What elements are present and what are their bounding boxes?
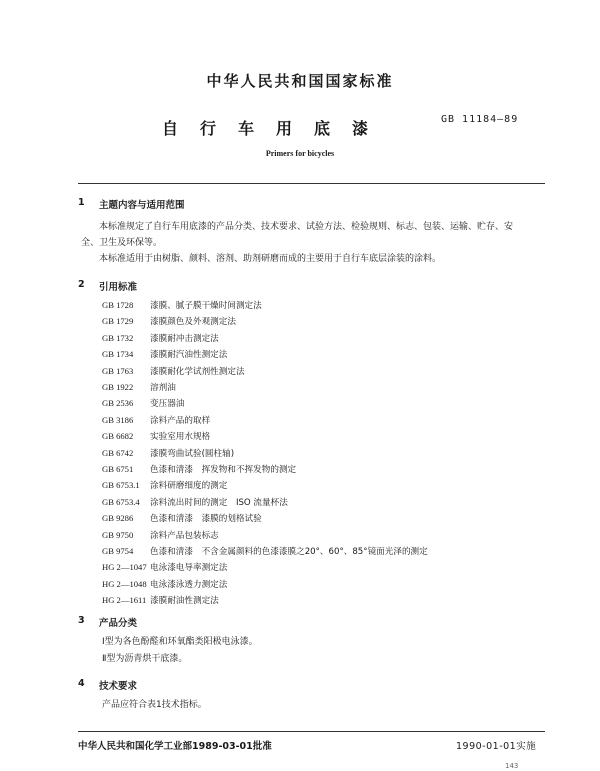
- section-4-line-1: 产品应符合表1技术指标。: [102, 700, 207, 710]
- reference-code: GB 6682: [102, 431, 134, 442]
- section-number: 4: [78, 678, 85, 689]
- reference-title: 漆膜颜色及外观测定法: [150, 317, 236, 328]
- section-title: 引用标准: [99, 282, 138, 293]
- reference-title: 漆膜、腻子膜干燥时间测定法: [150, 301, 262, 311]
- reference-title: 溶剂油: [150, 383, 176, 393]
- reference-item: [102, 545, 428, 557]
- reference-item: [102, 594, 219, 606]
- reference-item: [102, 479, 227, 491]
- reference-item: [102, 381, 176, 393]
- reference-item: [102, 561, 227, 573]
- section-1-paragraph-1: [99, 219, 549, 235]
- reference-code: GB 2536: [102, 398, 134, 409]
- reference-item: [102, 348, 227, 360]
- document-title: 自行车用底漆: [162, 119, 391, 138]
- paragraph-line: 本标准规定了自行车用底漆的产品分类、技术要求、试验方法、检验规则、标志、包装、运输、贮存、安: [99, 222, 514, 232]
- reference-code: HG 2—1047: [102, 562, 147, 573]
- section-title: 产品分类: [99, 618, 138, 629]
- effective-date: 1990-01-01实施: [456, 741, 537, 752]
- reference-title: 涂料产品的取样: [150, 415, 211, 426]
- reference-title: 涂料产品包装标志: [150, 530, 219, 541]
- section-1-paragraph-1-cont: [81, 235, 541, 251]
- paragraph-line: 全、卫生及环保等。: [81, 238, 163, 248]
- bottom-rule: [78, 731, 545, 732]
- page-number: 143: [505, 762, 519, 770]
- section-number: 2: [78, 279, 85, 290]
- reference-code: GB 9754: [102, 546, 134, 556]
- reference-title: 漆膜弯曲试验(圆柱轴): [150, 448, 235, 459]
- reference-item: [102, 463, 296, 475]
- reference-item: [102, 332, 219, 344]
- reference-title: 漆膜耐冲击测定法: [150, 333, 219, 344]
- section-2-heading: [78, 279, 378, 293]
- reference-item: [102, 365, 245, 377]
- reference-code: GB 9750: [102, 529, 134, 540]
- reference-title: 色漆和清漆 漆膜的划格试验: [150, 514, 262, 525]
- top-rule: [78, 183, 545, 184]
- section-1-heading: [78, 197, 378, 211]
- reference-code: GB 6753.1: [102, 480, 140, 491]
- reference-title: 涂料研磨细度的测定: [150, 481, 228, 492]
- reference-code: HG 2—1048: [102, 578, 147, 589]
- reference-code: GB 1734: [102, 349, 134, 360]
- reference-code: HG 2—1611: [102, 595, 147, 606]
- reference-code: GB 1732: [102, 332, 134, 343]
- reference-code: GB 6751: [102, 464, 134, 474]
- reference-title: 色漆和清漆 挥发物和不挥发物的测定: [150, 465, 297, 475]
- section-title: 技术要求: [99, 681, 138, 692]
- reference-code: GB 9286: [102, 513, 134, 524]
- reference-title: 变压器油: [150, 399, 185, 410]
- reference-title: 漆膜耐化学试剂性测定法: [150, 366, 245, 377]
- reference-code: GB 1728: [102, 300, 134, 310]
- section-1-paragraph-2: 本标准适用于由树脂、颜料、溶剂、助剂研磨而成的主要用于自行车底层涂装的涂料。: [99, 254, 442, 264]
- reference-title: 涂料流出时间的测定 ISO 流量杯法: [150, 497, 288, 508]
- section-title: 主题内容与适用范围: [99, 200, 185, 211]
- reference-item: [102, 315, 236, 327]
- standard-header-title: 中华人民共和国国家标准: [206, 72, 394, 90]
- section-4-heading: [78, 678, 378, 692]
- section-3-line-1: Ⅰ型为各色酚醛和环氧酯类阳极电泳漆。: [102, 637, 258, 647]
- section-3-line-2: Ⅱ型为沥青烘干底漆。: [102, 654, 188, 664]
- section-number: 3: [78, 615, 85, 626]
- reference-title: 电泳漆泳透力测定法: [150, 579, 228, 590]
- reference-item: [102, 447, 234, 459]
- reference-code: GB 1763: [102, 365, 134, 376]
- english-title: Primers for bicycles: [265, 149, 335, 158]
- reference-title: 实验室用水规格: [150, 432, 211, 443]
- reference-item: [102, 397, 184, 409]
- reference-code: GB 6742: [102, 447, 134, 458]
- reference-code: GB 6753.4: [102, 496, 140, 507]
- reference-code: GB 3186: [102, 414, 134, 425]
- reference-item: [102, 578, 227, 590]
- section-3-heading: [78, 615, 378, 629]
- reference-item: [102, 529, 219, 541]
- approval-line: 中华人民共和国化学工业部1989-03-01批准: [78, 741, 272, 752]
- reference-title: 漆膜耐油性测定法: [150, 596, 219, 607]
- section-number: 1: [78, 197, 85, 208]
- reference-item: [102, 496, 288, 508]
- reference-item: [102, 430, 210, 442]
- reference-item: [102, 512, 262, 524]
- reference-code: GB 1922: [102, 382, 134, 392]
- reference-item: [102, 299, 262, 311]
- reference-title: 电泳漆电导率测定法: [150, 563, 228, 574]
- reference-code: GB 1729: [102, 316, 134, 327]
- reference-item: [102, 414, 210, 426]
- standard-number: GB 11184—89: [441, 114, 519, 125]
- reference-title: 漆膜耐汽油性测定法: [150, 350, 228, 361]
- reference-title: 色漆和清漆 不含金属颜料的色漆漆膜之20°、60°、85°镜面光泽的测定: [150, 547, 428, 557]
